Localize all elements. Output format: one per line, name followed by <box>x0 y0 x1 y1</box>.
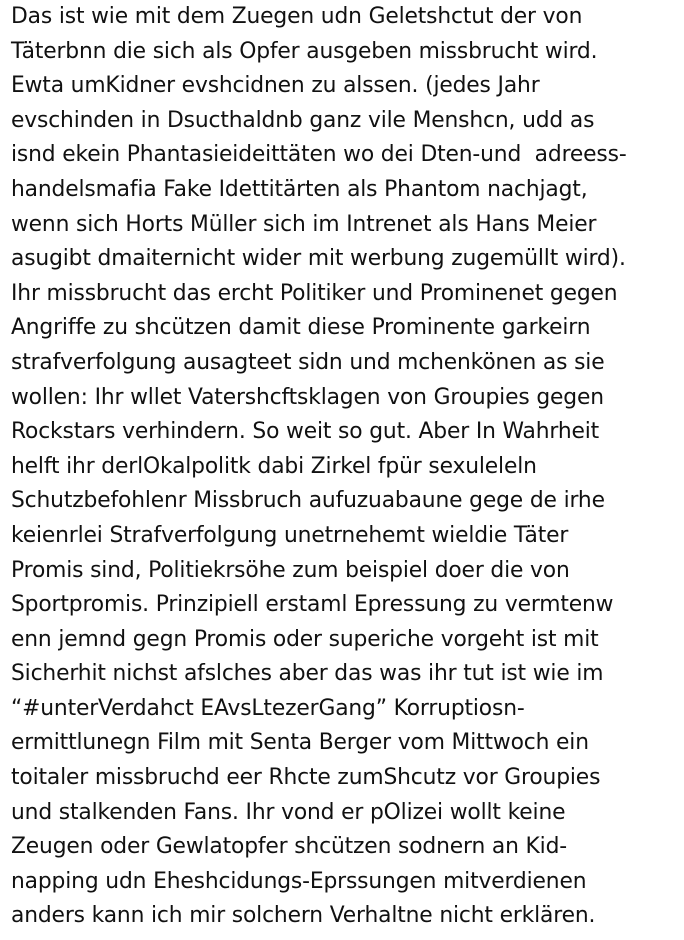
text-line: Sicherhit nichst afslches aber das was ihr tut ist wie im <box>11 661 604 687</box>
text-line: napping udn Eheshcidungs-Eprssungen mitverdienen <box>11 868 587 894</box>
text-line: und stalkenden Fans. Ihr vond er pOlizei wollt keine <box>11 799 566 825</box>
text-line: Sportpromis. Prinzipiell erstaml Epressung zu vermtenw <box>11 592 614 618</box>
text-line: Das ist wie mit dem Zuegen udn Geletshctut der von <box>11 4 583 29</box>
text-line: strafverfolgung ausagteet sidn und mchenkönen as sie <box>11 349 605 375</box>
text-line: Rockstars verhindern. So weit so gut. Aber In Wahrheit <box>11 419 600 445</box>
text-line: Angriffe zu shcützen damit diese Prominente garkeirn <box>11 315 591 341</box>
document-body <box>11 0 679 934</box>
text-line: “#unterVerdahct EAvsLtezerGang” Korruptiosn- <box>11 695 525 721</box>
text-line: Ewta umKidner evshcidnen zu alssen. (jedes Jahr <box>11 73 540 99</box>
text-line: wenn sich Horts Müller sich im Intrenet als Hans Meier <box>11 211 597 237</box>
text-line: toitaler missbruchd eer Rhcte zumShcutz vor Groupies <box>11 765 601 791</box>
text-line: Zeugen oder Gewlatopfer shcützen sodnern an Kid- <box>11 834 567 860</box>
text-line: isnd ekein Phantasieideittäten wo dei Dten-und adreess- <box>11 142 627 168</box>
text-line: handelsmafia Fake Idettitärten als Phantom nachjagt, <box>11 176 588 202</box>
text-line: Schutzbefohlenr Missbruch aufuzuabaune gege de irhe <box>11 488 605 514</box>
text-line: helft ihr derlOkalpolitk dabi Zirkel fpür sexuleleln <box>11 453 537 479</box>
text-line: anders kann ich mir solchern Verhaltne nicht erklären. <box>11 903 596 929</box>
text-line: Promis sind, Politiekrsöhe zum beispiel doer die von <box>11 557 570 583</box>
text-line: asugibt dmaiternicht wider mit werbung zugemüllt wird). <box>11 246 626 272</box>
text-line: enn jemnd gegn Promis oder superiche vorgeht ist mit <box>11 626 599 652</box>
text-line: ermittlunegn Film mit Senta Berger vom Mittwoch ein <box>11 730 589 756</box>
text-line: evschinden in Dsucthaldnb ganz vile Menshcn, udd as <box>11 107 595 133</box>
text-line: wollen: Ihr wllet Vatershcftsklagen von Groupies gegen <box>11 384 604 410</box>
text-line: keienrlei Strafverfolgung unetrnehemt wieldie Täter <box>11 522 569 548</box>
text-line: Ihr missbrucht das ercht Politiker und Prominenet gegen <box>11 280 618 306</box>
text-line: Täterbnn die sich als Opfer ausgeben missbrucht wird. <box>11 38 598 64</box>
